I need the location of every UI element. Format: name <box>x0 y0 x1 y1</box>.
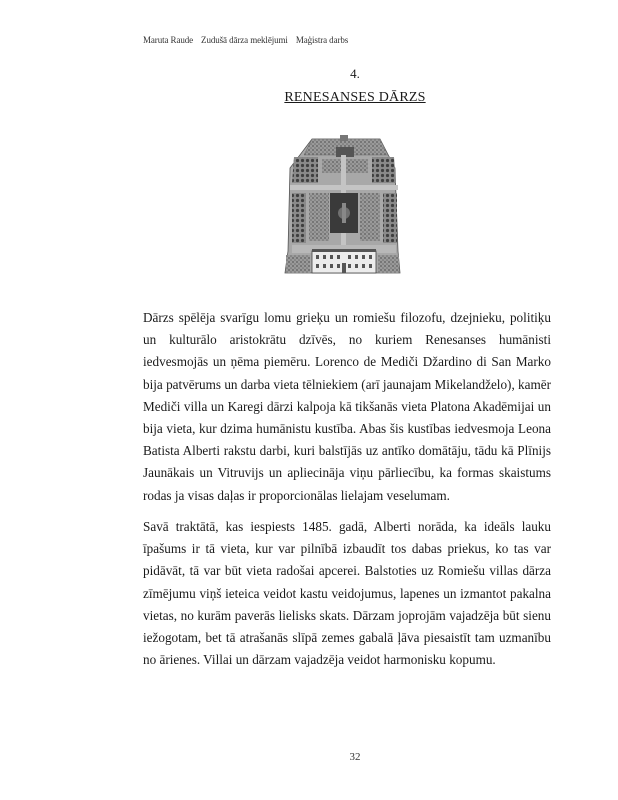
chapter-number: 4. <box>350 66 360 81</box>
paragraph-1: Dārzs spēlēja svarīgu lomu grieķu un romiešu filozofu, dzejnieku, politiķu un kulturālo aristokrātu dzīvēs, no kuriem Renesanses humānisti iedvesmojās un ņēma piemēru. Lorenco de Mediči Džardino di San Marko bija patvērums un darba vieta tēlniekiem (arī jaunajam Mikelandželo), kamēr Mediči villa un Karegi dārzi kalpoja kā tikšanās vieta Platona Akadēmijai un bija vieta, kur dzima humānistu kustība. Abas šis kustības iedvesmoja Leona Batista Alberti rakstu darbi, kuri balstījās uz antīko domātāju, tādu kā Plīnijs Jaunākais un Vitruvijs un apliecināja viņu pārliecību, ka formas skaistums rodas ja visas daļas ir proporcionālas lielajam veselumam. <box>143 310 551 503</box>
page-number: 32 <box>349 751 361 763</box>
running-header <box>143 35 356 45</box>
renaissance-garden-engraving-icon <box>280 133 405 278</box>
paragraph-2: Savā traktātā, kas iespiests 1485. gadā, Alberti norāda, ka ideāls lauku īpašums ir tā vieta, kur var pilnībā izbaudīt tos dabas priekus, ko tas var pidāvāt, tā var būt vieta radošai apcerei. Balstoties uz Romiešu villas dārza zīmējumu viņš ieteica veidot kastu veidojumus, lapenes un izmantot pakalna vietas, no kurām paverās lielisks skats. Dārzam joprojām vajadzēja būt sienu iežogotam, bet tā atrašanās slīpā zemes gabalā ļāva piesaistīt tam uzmanību no ārienes. Villai un dārzam vajadzēja veidot harmonisku kopumu. <box>143 519 551 668</box>
header-author: Maruta Raude <box>143 35 194 45</box>
chapter-title: RENESANSES DĀRZS <box>284 90 426 105</box>
header-work-type: Maģistra darbs <box>295 35 349 45</box>
garden-figure <box>280 133 405 278</box>
header-work-title: Zudušā dārza meklējumi <box>201 35 288 45</box>
